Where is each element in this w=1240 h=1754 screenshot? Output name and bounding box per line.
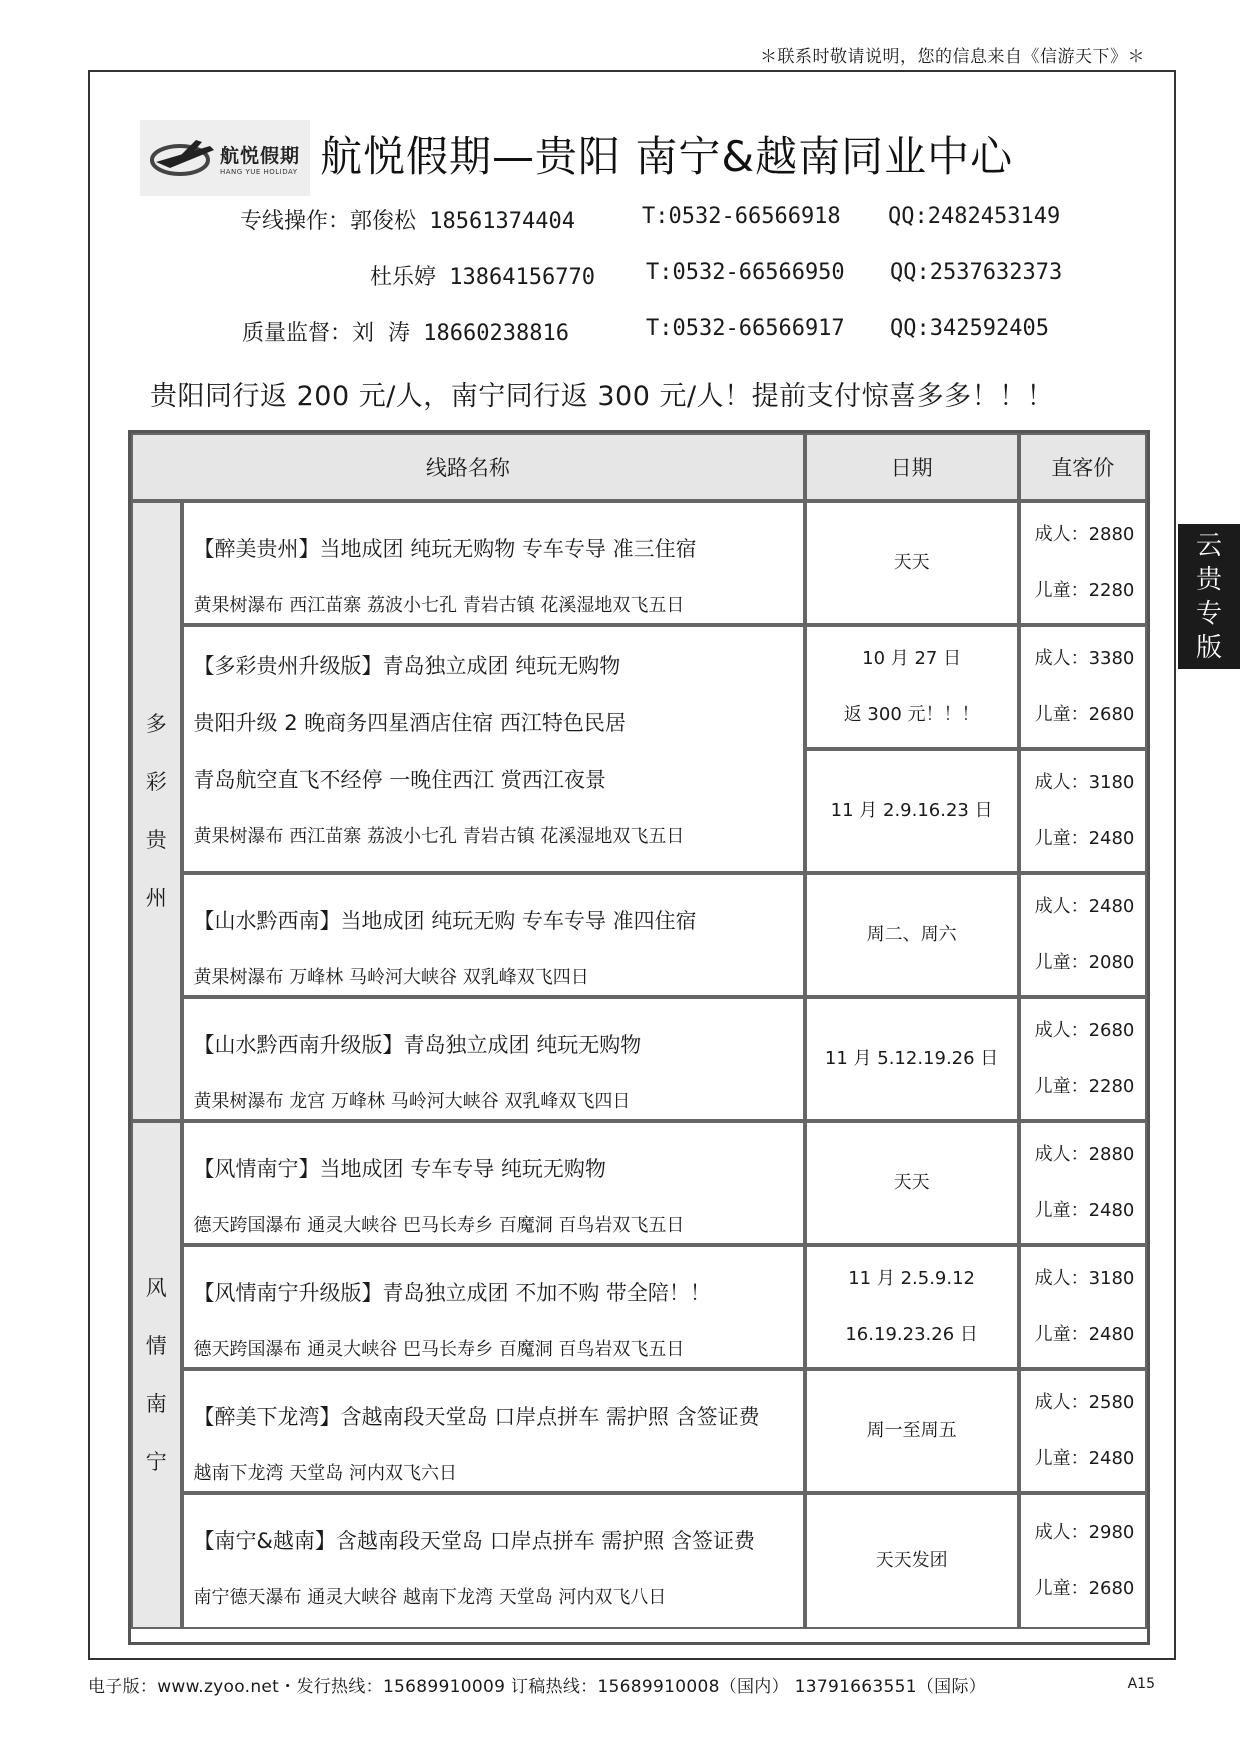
- footer-contacts: 电子版：www.zyoo.net・发行热线：15689910009 订稿热线：15689910008（国内） 13791663551（国际）: [88, 1677, 987, 1697]
- route-title: 【风情南宁】当地成团 专车专导 纯玩无购物: [193, 1157, 606, 1181]
- route-cell: [182, 1369, 805, 1493]
- date-cell: 周一至周五: [805, 1369, 1019, 1493]
- contact-label: 专线操作：: [240, 209, 351, 234]
- route-sub: 德天跨国瀑布 通灵大峡谷 巴马长寿乡 百魔洞 百鸟岩双飞五日: [193, 1339, 685, 1360]
- price-cell: 成人：2680 儿童：2280: [1019, 997, 1147, 1121]
- route-sub: 南宁德天瀑布 通灵大峡谷 越南下龙湾 天堂岛 河内双飞八日: [193, 1587, 667, 1608]
- price-cell: 成人：2480 儿童：2080: [1019, 873, 1147, 997]
- route-title: 【山水黔西南】当地成团 纯玩无购 专车专导 准四住宿: [193, 909, 697, 933]
- contact-label: 质量监督：: [242, 321, 353, 346]
- date-cell: 11 月 2.5.9.12 16.19.23.26 日: [805, 1245, 1019, 1369]
- header-price: 直客价: [1019, 433, 1147, 501]
- contact-name: 刘 涛: [352, 321, 411, 346]
- route-cell: [182, 625, 805, 873]
- route-title: 【山水黔西南升级版】青岛独立成团 纯玩无购物: [193, 1033, 642, 1057]
- contact-qq-2: QQ:2537632373: [890, 260, 1063, 285]
- route-cell: [182, 873, 805, 997]
- date-cell: 10 月 27 日 返 300 元！！！: [805, 625, 1019, 749]
- table-row: [131, 1493, 1147, 1629]
- contact-tel-3: T:0532-66566917: [646, 316, 845, 341]
- price-cell: 成人：2880 儿童：2280: [1019, 501, 1147, 625]
- route-sub: 黄果树瀑布 西江苗寨 荔波小七孔 青岩古镇 花溪湿地双飞五日: [193, 825, 685, 847]
- price-cell: 成人：2980 儿童：2680: [1019, 1493, 1147, 1629]
- category-nanning: 风 情 南 宁: [131, 1121, 182, 1629]
- contact-qq-3: QQ:342592405: [890, 316, 1049, 341]
- company-logo: [140, 120, 310, 196]
- table-row: [131, 625, 1147, 749]
- route-cell: [182, 1245, 805, 1369]
- company-title: 航悦假期—贵阳 南宁&越南同业中心: [320, 132, 1014, 181]
- date-cell: 11 月 5.12.19.26 日: [805, 997, 1019, 1121]
- route-cell: [182, 1493, 805, 1629]
- contact-name: 郭俊松: [350, 209, 417, 234]
- route-title: 【醉美下龙湾】含越南段天堂岛 口岸点拼车 需护照 含签证费: [193, 1405, 760, 1429]
- route-title: 【多彩贵州升级版】青岛独立成团 纯玩无购物: [193, 653, 621, 678]
- category-guizhou: 多 彩 贵 州: [131, 501, 182, 1121]
- contact-row-1: [240, 204, 575, 235]
- table-row: [131, 1245, 1147, 1369]
- contact-mobile: 13864156770: [449, 265, 595, 290]
- route-sub: 德天跨国瀑布 通灵大峡谷 巴马长寿乡 百魔洞 百鸟岩双飞五日: [193, 1215, 685, 1236]
- table-header: [131, 433, 1147, 501]
- route-sub: 黄果树瀑布 西江苗寨 荔波小七孔 青岩古镇 花溪湿地双飞五日: [193, 595, 685, 616]
- table-row: [131, 997, 1147, 1121]
- route-line: 青岛航空直飞不经停 一晚住西江 赏西江夜景: [193, 767, 606, 792]
- contact-mobile: 18561374404: [429, 209, 575, 234]
- promo-banner: 贵阳同行返 200 元/人，南宁同行返 300 元/人！提前支付惊喜多多！！！: [150, 381, 1055, 412]
- route-title: 【醉美贵州】当地成团 纯玩无购物 专车专导 准三住宿: [193, 537, 697, 561]
- contact-mobile: 18660238816: [423, 321, 569, 346]
- table-row: [131, 1121, 1147, 1245]
- contact-tel-1: T:0532-66566918: [642, 204, 841, 229]
- section-side-tab: 云 贵 专 版: [1178, 524, 1240, 669]
- header-date: 日期: [805, 433, 1019, 501]
- route-sub: 黄果树瀑布 万峰林 马岭河大峡谷 双乳峰双飞四日: [193, 967, 589, 988]
- date-cell: 天天: [805, 1121, 1019, 1245]
- route-cell: [182, 1121, 805, 1245]
- logo-en-text: HANG YUE HOLIDAY: [220, 167, 298, 176]
- date-cell: 天天发团: [805, 1493, 1019, 1629]
- contact-qq-1: QQ:2482453149: [888, 204, 1061, 229]
- date-cell: 天天: [805, 501, 1019, 625]
- price-cell: 成人：3180 儿童：2480: [1019, 1245, 1147, 1369]
- contact-tel-2: T:0532-66566950: [646, 260, 845, 285]
- logo-cn-text: 航悦假期: [220, 144, 301, 167]
- table-row: [131, 1369, 1147, 1493]
- route-cell: [182, 997, 805, 1121]
- source-note: ＊联系时敬请说明，您的信息来自《信游天下》＊: [760, 47, 1145, 67]
- price-cell: 成人：2580 儿童：2480: [1019, 1369, 1147, 1493]
- route-cell: [182, 501, 805, 625]
- contact-name: 杜乐婷: [370, 265, 437, 290]
- price-cell: 成人：2880 儿童：2480: [1019, 1121, 1147, 1245]
- route-sub: 越南下龙湾 天堂岛 河内双飞六日: [193, 1463, 457, 1484]
- contact-row-2: [370, 260, 595, 291]
- date-cell: 周二、周六: [805, 873, 1019, 997]
- price-cell: 成人：3380 儿童：2680: [1019, 625, 1147, 749]
- table-row: [131, 873, 1147, 997]
- table-row: [131, 501, 1147, 625]
- route-sub: 黄果树瀑布 龙宫 万峰林 马岭河大峡谷 双乳峰双飞四日: [193, 1091, 631, 1112]
- contact-row-3: [242, 316, 569, 347]
- route-title: 【风情南宁升级版】青岛独立成团 不加不购 带全陪！！: [193, 1281, 711, 1305]
- page-number: A15: [1127, 1676, 1155, 1692]
- route-title: 【南宁&越南】含越南段天堂岛 口岸点拼车 需护照 含签证费: [193, 1529, 755, 1553]
- plane-logo-icon: [148, 132, 218, 184]
- date-cell: 11 月 2.9.16.23 日: [805, 749, 1019, 873]
- route-line: 贵阳升级 2 晚商务四星酒店住宿 西江特色民居: [193, 710, 626, 735]
- route-table: [128, 430, 1150, 1645]
- header-route: 线路名称: [131, 433, 805, 501]
- price-cell: 成人：3180 儿童：2480: [1019, 749, 1147, 873]
